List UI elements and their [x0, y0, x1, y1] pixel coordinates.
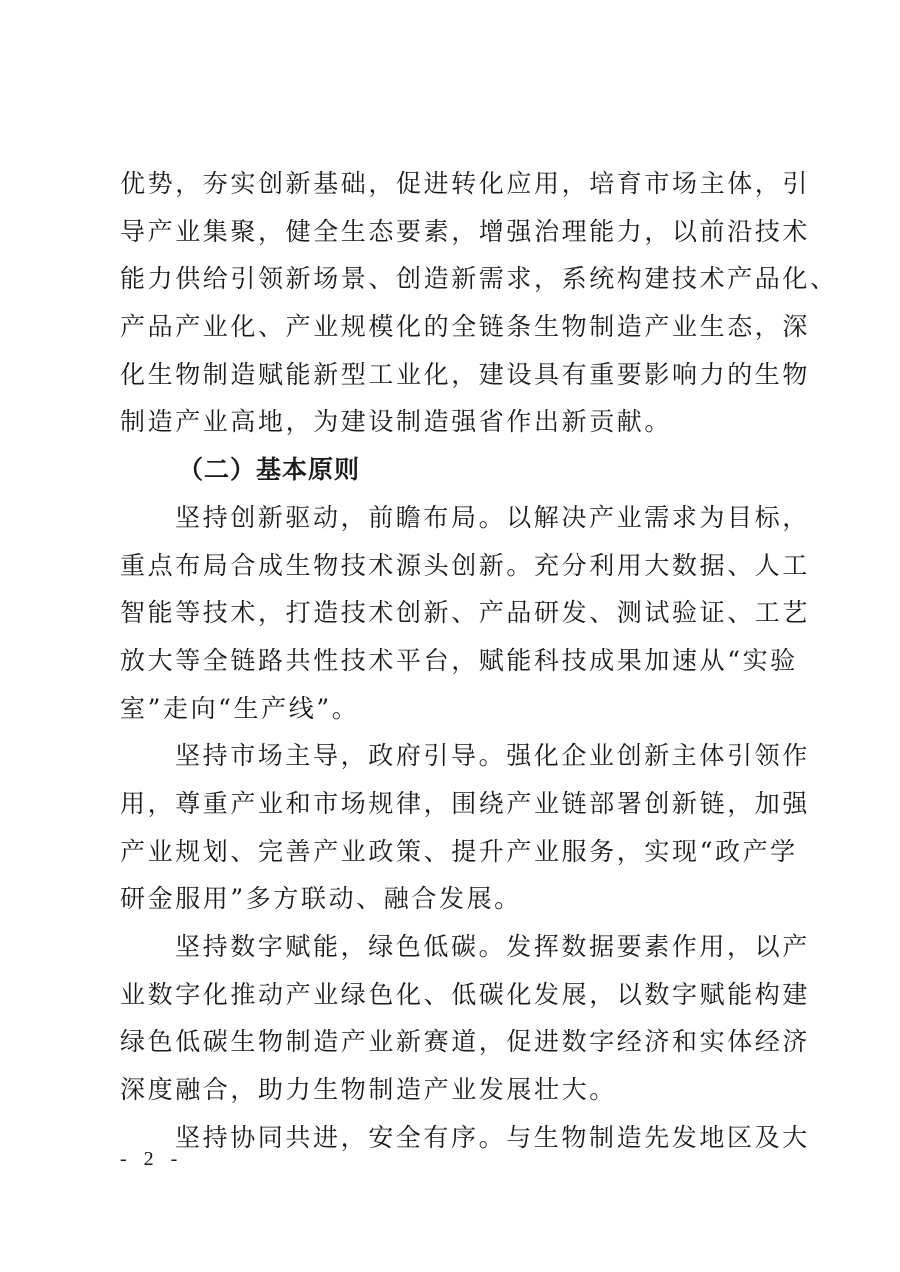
- text-line: 导产业集聚，健全生态要素，增强治理能力，以前沿技术: [120, 216, 811, 246]
- text-line: 产品产业化、产业规模化的全链条生物制造产业生态，深: [120, 312, 811, 342]
- text-line: 智能等技术，打造技术创新、产品研发、测试验证、工艺: [120, 598, 811, 628]
- text-line: 化生物制造赋能新型工业化，建设具有重要影响力的生物: [120, 359, 811, 389]
- text-line: 用，尊重产业和市场规律，围绕产业链部署创新链，加强: [120, 788, 811, 818]
- document-body: [120, 160, 838, 1161]
- text-line: 制造产业高地，为建设制造强省作出新贡献。: [120, 407, 673, 437]
- text-line: 能力供给引领新场景、创造新需求，系统构建技术产品化、: [120, 264, 838, 294]
- paragraph-start-line: 坚持市场主导，政府引导。强化企业创新主体引领作: [175, 741, 810, 771]
- text-line: 放大等全链路共性技术平台，赋能科技成果加速从“实验: [120, 645, 798, 675]
- section-heading: （二）基本原则: [178, 455, 361, 485]
- text-line: 优势，夯实创新基础，促进转化应用，培育市场主体，引: [120, 169, 811, 198]
- text-line: 业数字化推动产业绿色化、低碳化发展，以数字赋能构建: [120, 979, 811, 1009]
- page-number: - 2 -: [120, 1148, 184, 1170]
- text-line: 绿色低碳生物制造产业新赛道，促进数字经济和实体经济: [120, 1027, 811, 1057]
- paragraph-start-line: 坚持数字赋能，绿色低碳。发挥数据要素作用，以产: [175, 932, 810, 961]
- text-line: 深度融合，助力生物制造产业发展壮大。: [120, 1075, 617, 1105]
- text-line: 室”走向“生产线”。: [120, 693, 360, 723]
- paragraph-start-line: 坚持协同共进，安全有序。与生物制造先发地区及大: [175, 1122, 810, 1152]
- text-line: 研金服用”多方联动、融合发展。: [120, 884, 522, 914]
- paragraph-start-line: 坚持创新驱动，前瞻布局。以解决产业需求为目标，: [175, 502, 810, 532]
- text-line: 产业规划、完善产业政策、提升产业服务，实现“政产学: [120, 836, 798, 866]
- text-line: 重点布局合成生物技术源头创新。充分利用大数据、人工: [120, 550, 811, 580]
